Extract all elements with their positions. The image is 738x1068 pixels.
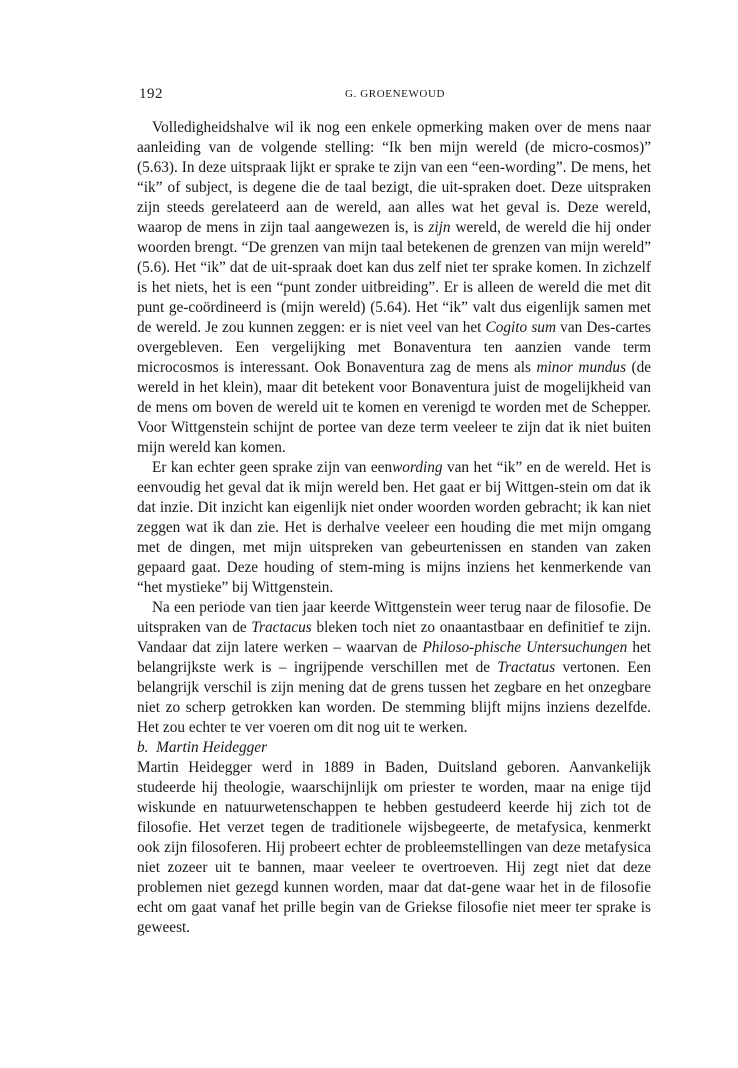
section-label: b. xyxy=(137,739,149,756)
paragraph-text: van het “ik” en de wereld. Het is eenvoudig het geval dat ik mijn wereld ben. Het gaat er bij Wittgen-stein om dat ik dat inzie. Dit inzicht kan eigenlijk niet onder woorden worden gebracht; ik kan niet zeggen wat ik dan zie. Het is derhalve veeleer een houding die met mijn omgang met de dingen, met mijn uitspreken van gebeurtenissen en standen van zaken gepaard gaat. Deze houding of stem-ming is mijns inziens het kenmerkende van “het mystieke” bij Wittgenstein. xyxy=(137,459,651,596)
paragraph-text: van Des-cartes overgebleven. Een vergelijking met Bonaventura ten aanzien vande term microcosmos is interessant. Ook Bonaventura zag de mens als xyxy=(137,319,651,376)
emphasis-text: Cogito sum xyxy=(485,319,557,336)
body-text xyxy=(137,118,651,938)
section-title: Martin Heidegger xyxy=(156,739,268,756)
paragraph-text: Volledigheidshalve wil ik nog een enkele opmerking maken over de mens naar aanleiding van de volgende stelling: “Ik ben mijn wereld (de micro-cosmos)” (5.63). In deze uitspraak lijkt er sprake te zijn van een “een-wording”. De mens, het “ik” of subject, is degene die de taal bezigt, die uit-spraken doet. Deze uitspraken zijn steeds gerelateerd aan de wereld, aan alles wat het geval is. Deze wereld, waarop de mens in zijn taal aangewezen is, is xyxy=(137,119,651,236)
paragraph-eenwording xyxy=(137,458,651,598)
page-number: 192 xyxy=(139,86,163,102)
paragraph-heidegger: Martin Heidegger werd in 1889 in Baden, Duitsland geboren. Aanvankelijk studeerde hij theologie, waarschijnlijk om priester te worden, maar na enige tijd wiskunde en natuurwetenschappen te hebben gestudeerd keerde hij zich tot de filosofie. Het verzet tegen de traditionele wijsbegeerte, de metafysica, kenmerkt ook zijn filosoferen. Hij probeert echter de probleemstellingen van deze metafysica niet zozeer uit te bannen, maar veeleer te overtroeven. Hij zegt niet dat deze problemen niet gezegd kunnen worden, maar dat dat-gene waar het in de filosofie echt om gaat vanaf het prille begin van de Griekse filosofie niet meer ter sprake is geweest. xyxy=(137,759,651,936)
paragraph-later-works xyxy=(137,598,651,738)
running-head-author: G. GROENEWOUD xyxy=(345,88,446,100)
paragraph-text: Er kan echter geen sprake zijn van een xyxy=(152,459,393,476)
paragraph-microcosmos xyxy=(137,118,651,458)
emphasis-text: Tractatus xyxy=(497,659,556,676)
section-heading-heidegger xyxy=(137,738,651,758)
paragraph-text: wereld, de wereld die hij onder woorden brengt. “De grenzen van mijn taal betekenen de grenzen van mijn wereld” (5.6). Het “ik” dat de uit-spraak doet kan dus zelf niet ter sprake komen. In zichzelf is het niets, het is een “punt zonder uitbreiding”. Er is alleen de wereld die met dit punt ge-coördineerd is (mijn wereld) (5.64). Het “ik” valt dus eigenlijk samen met de wereld. Je zou kunnen zeggen: er is niet veel van het xyxy=(137,219,651,336)
emphasis-text: Tractacus xyxy=(251,619,312,636)
running-head xyxy=(139,86,651,106)
emphasis-text: minor mundus xyxy=(536,359,627,376)
paragraph-text: vertonen. Een belangrijk verschil is zijn mening dat de grens tussen het zegbare en het onzegbare niet zo scherp getrokken kan worden. De stemming blijft mijns inziens dezelfde. Het zou echter te ver voeren om dit nog uit te werken. xyxy=(137,659,651,736)
emphasis-text: zijn xyxy=(428,219,451,236)
emphasis-text: wording xyxy=(392,459,443,476)
paragraph-text: bleken toch niet zo onaantastbaar en definitief te zijn. Vandaar dat zijn latere werken – waarvan de xyxy=(137,619,652,656)
paragraph-text: (de wereld in het klein), maar dit betekent voor Bonaventura juist de mogelijkheid van de mens om boven de wereld uit te komen en verenigd te worden met de Schepper. Voor Wittgenstein schijnt de portee van deze term veeleer te zijn dat ik niet buiten mijn wereld kan komen. xyxy=(137,359,652,456)
paragraph-text: het belangrijkste werk is – ingrijpende verschillen met de xyxy=(137,639,652,676)
paragraph-text: Na een periode van tien jaar keerde Wittgenstein weer terug naar de filosofie. De uitspraken van de xyxy=(137,599,651,636)
emphasis-text: Philoso-phische Untersuchungen xyxy=(422,639,628,656)
